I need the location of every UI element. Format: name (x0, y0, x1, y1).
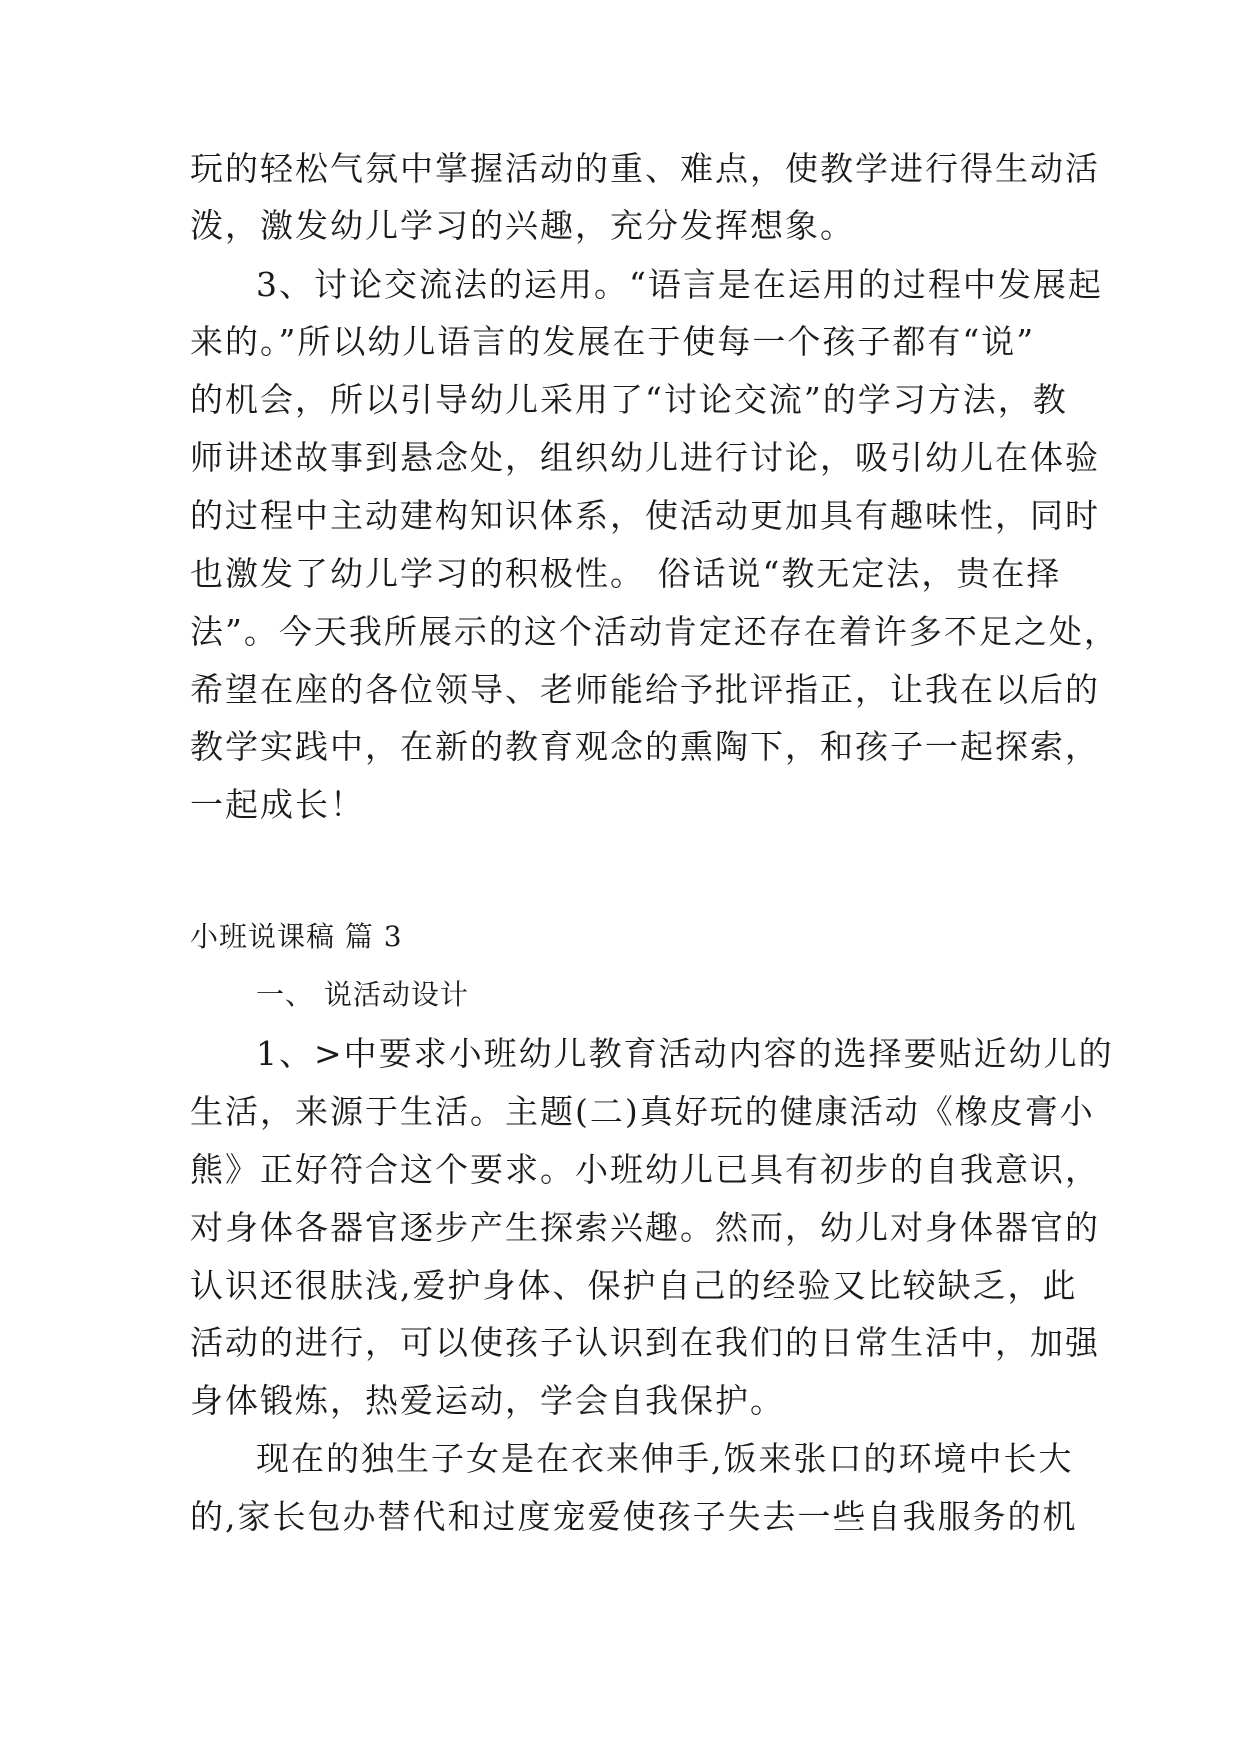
paragraph-line: 教学实践中，在新的教育观念的熏陶下，和孩子一起探索， (190, 727, 1100, 766)
paragraph-line: 也激发了幼儿学习的积极性。 俗话说“教无定法，贵在择 (190, 554, 1062, 593)
paragraph-line: 1、>中要求小班幼儿教育活动内容的选择要贴近幼儿的 (256, 1034, 1114, 1073)
paragraph-line: 玩的轻松气氛中掌握活动的重、难点，使教学进行得生动活 (190, 149, 1100, 188)
section-title: 小班说课稿 篇 3 (190, 920, 403, 953)
paragraph-line: 活动的进行，可以使孩子认识到在我们的日常生活中，加强 (190, 1323, 1100, 1362)
paragraph-line: 3、讨论交流法的运用。“语言是在运用的过程中发展起 (256, 265, 1103, 304)
paragraph-line: 的过程中主动建构知识体系，使活动更加具有趣味性，同时 (190, 496, 1100, 535)
paragraph-line: 熊》正好符合这个要求。小班幼儿已具有初步的自我意识， (190, 1150, 1100, 1189)
paragraph-line: 的,家长包办替代和过度宠爱使孩子失去一些自我服务的机 (190, 1497, 1078, 1536)
paragraph-line: 师讲述故事到悬念处，组织幼儿进行讨论，吸引幼儿在体验 (190, 438, 1100, 477)
section-subtitle: 一、 说活动设计 (256, 978, 469, 1011)
paragraph-line: 来的。”所以幼儿语言的发展在于使每一个孩子都有“说” (190, 322, 1036, 361)
paragraph-line: 希望在座的各位领导、老师能给予批评指正，让我在以后的 (190, 670, 1100, 709)
paragraph-line: 一起成长！ (190, 785, 365, 824)
paragraph-line: 法”。今天我所展示的这个活动肯定还存在着许多不足之处， (190, 612, 1119, 651)
paragraph-line: 的机会，所以引导幼儿采用了“讨论交流”的学习方法，教 (190, 380, 1068, 419)
paragraph-line: 现在的独生子女是在衣来伸手,饭来张口的环境中长大 (256, 1439, 1074, 1478)
paragraph-line: 生活，来源于生活。主题(二)真好玩的健康活动《橡皮膏小 (190, 1092, 1095, 1131)
paragraph-line: 泼，激发幼儿学习的兴趣，充分发挥想象。 (190, 206, 855, 245)
paragraph-line: 对身体各器官逐步产生探索兴趣。然而，幼儿对身体器官的 (190, 1208, 1100, 1247)
paragraph-line: 身体锻炼，热爱运动，学会自我保护。 (190, 1381, 785, 1420)
paragraph-line: 认识还很肤浅,爱护身体、保护自己的经验又比较缺乏，此 (190, 1266, 1078, 1305)
